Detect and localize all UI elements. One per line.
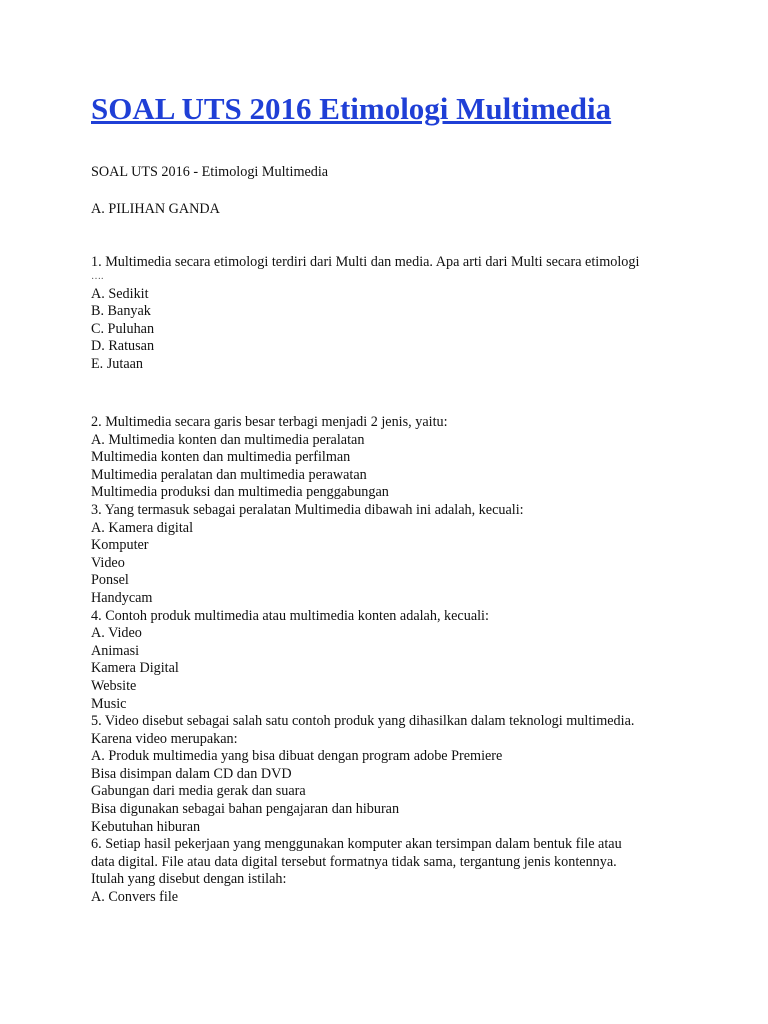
question-6-text: 6. Setiap hasil pekerjaan yang menggunakan komputer akan tersimpan dalam bentuk file atau xyxy=(91,836,622,853)
question-3-option: Ponsel xyxy=(91,572,129,589)
question-6-text: Itulah yang disebut dengan istilah: xyxy=(91,871,287,888)
question-6-option: A. Convers file xyxy=(91,889,179,906)
question-4-option: A. Video xyxy=(91,625,142,642)
question-4-option: Website xyxy=(91,677,137,694)
section-heading: A. PILIHAN GANDA xyxy=(91,201,220,217)
question-5-option: Bisa disimpan dalam CD dan DVD xyxy=(91,765,292,782)
question-3-option: Komputer xyxy=(91,537,149,554)
question-5-option: Bisa digunakan sebagai bahan pengajaran dan hiburan xyxy=(91,801,400,818)
question-1-option-d: D. Ratusan xyxy=(91,338,155,355)
question-5-text: 5. Video disebut sebagai salah satu contoh produk yang dihasilkan dalam teknologi multimedia. xyxy=(91,713,635,730)
question-1-option-e: E. Jutaan xyxy=(91,355,144,372)
question-3-option: Handycam xyxy=(91,589,153,606)
question-4-option: Kamera Digital xyxy=(91,660,179,677)
questions-body xyxy=(91,414,634,907)
question-5-option: Gabungan dari media gerak dan suara xyxy=(91,783,306,800)
question-1 xyxy=(91,254,639,374)
document-title-link[interactable]: SOAL UTS 2016 Etimologi Multimedia xyxy=(91,91,612,126)
question-2-option: Multimedia konten dan multimedia perfilman xyxy=(91,449,351,466)
question-4-option: Animasi xyxy=(91,642,140,659)
question-5-option: Kebutuhan hiburan xyxy=(91,818,201,835)
question-5-text: Karena video merupakan: xyxy=(91,730,238,747)
question-1-dots: …. xyxy=(91,270,104,282)
question-1-option-b: B. Banyak xyxy=(91,303,151,320)
question-1-option-c: C. Puluhan xyxy=(91,320,155,337)
question-2-text: 2. Multimedia secara garis besar terbagi menjadi 2 jenis, yaitu: xyxy=(91,414,448,430)
question-6-text: data digital. File atau data digital tersebut formatnya tidak sama, tergantung jenis kontennya. xyxy=(91,853,617,870)
question-2-option: A. Multimedia konten dan multimedia peralatan xyxy=(91,431,365,448)
document-subtitle: SOAL UTS 2016 - Etimologi Multimedia xyxy=(91,164,329,180)
question-3-text: 3. Yang termasuk sebagai peralatan Multimedia dibawah ini adalah, kecuali: xyxy=(91,501,524,518)
question-4-option: Music xyxy=(91,695,127,712)
question-3-option: A. Kamera digital xyxy=(91,519,194,536)
question-3-option: Video xyxy=(91,554,125,571)
question-1-option-a: A. Sedikit xyxy=(91,285,149,302)
question-2-option: Multimedia peralatan dan multimedia perawatan xyxy=(91,466,367,483)
question-4-text: 4. Contoh produk multimedia atau multimedia konten adalah, kecuali: xyxy=(91,607,489,624)
question-1-text: 1. Multimedia secara etimologi terdiri dari Multi dan media. Apa arti dari Multi secara etimologi xyxy=(91,254,640,270)
question-2-option: Multimedia produksi dan multimedia penggabungan xyxy=(91,484,389,501)
question-5-option: A. Produk multimedia yang bisa dibuat dengan program adobe Premiere xyxy=(91,748,503,765)
